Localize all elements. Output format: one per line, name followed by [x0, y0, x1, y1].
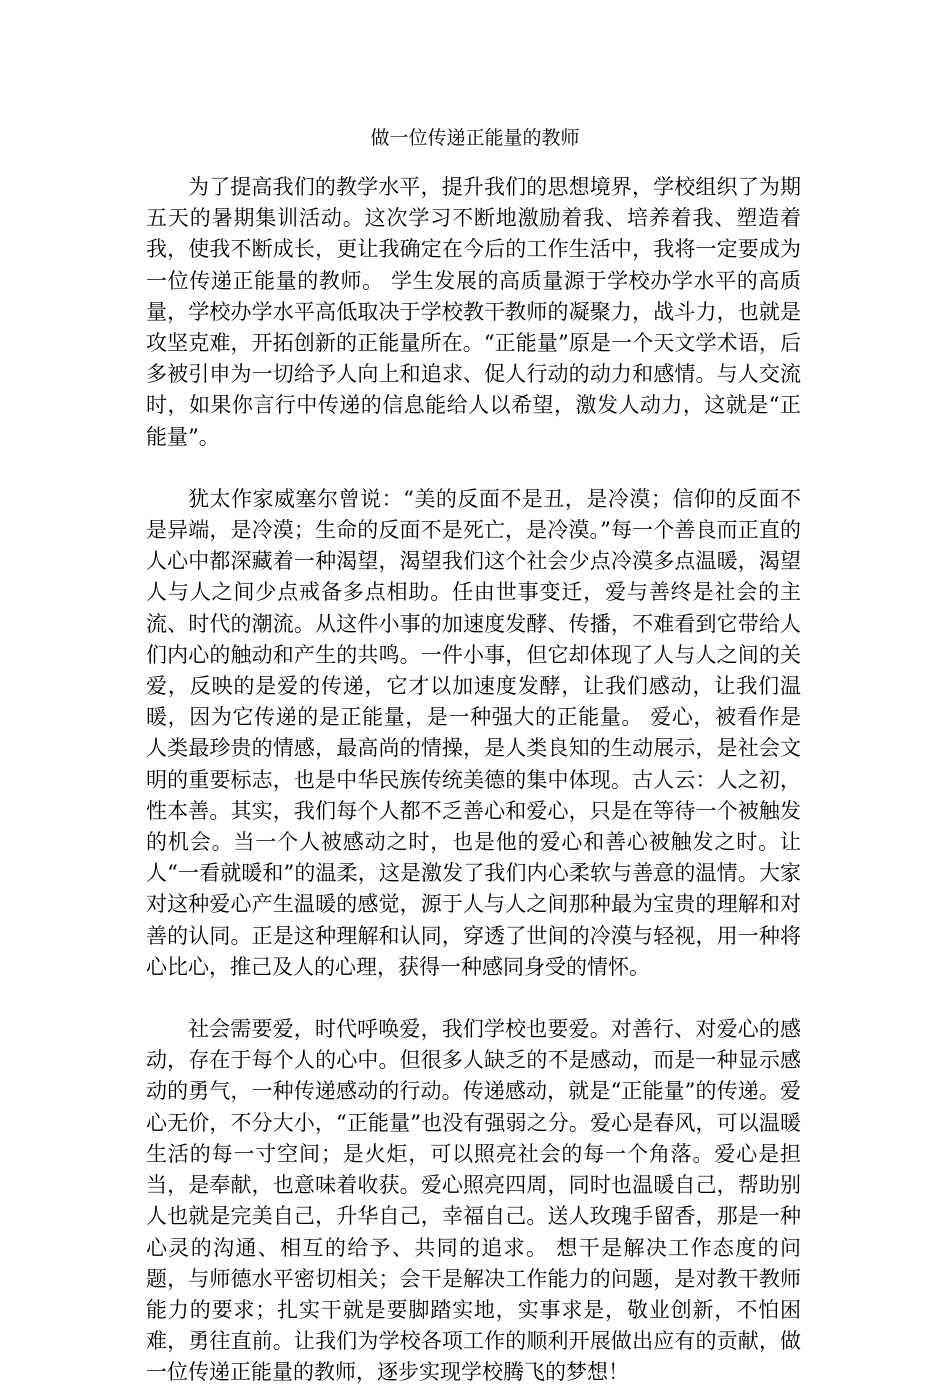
- paragraph-1: 为了提高我们的教学水平，提升我们的思想境界，学校组织了为期五天的暑期集训活动。这次学习不断地激励着我、培养着我、塑造着我，使我不断成长，更让我确定在今后的工作生活中，我将一定要成为一位传递正能量的教师。 学生发展的高质量源于学校办学水平的高质量，学校办学水平高低取决于学校教干教师的凝聚力，战斗力，也就是攻坚克难，开拓创新的正能量所在。“正能量”原是一个天文学术语，后多被引申为一切给予人向上和追求、促人行动的动力和感情。与人交流时，如果你言行中传递的信息能给人以希望，激发人动力，这就是“正能量”。: [146, 175, 801, 449]
- document-title: 做一位传递正能量的教师: [370, 127, 580, 149]
- document-body: [146, 172, 801, 1389]
- paragraph-3: 社会需要爱，时代呼唤爱，我们学校也要爱。对善行、对爱心的感动，存在于每个人的心中。但很多人缺乏的不是感动，而是一种显示感动的勇气，一种传递感动的行动。传递感动，就是“正能量”的传递。爱心无价，不分大小，“正能量”也没有强弱之分。爱心是春风，可以温暖生活的每一寸空间；是火炬，可以照亮社会的每一个角落。爱心是担当，是奉献，也意味着收获。爱心照亮四周，同时也温暖自己，帮助别人也就是完美自己，升华自己，幸福自己。送人玫瑰手留香，那是一种心灵的沟通、相互的给予、共同的追求。 想干是解决工作态度的问题，与师德水平密切相关；会干是解决工作能力的问题，是对教干教师能力的要求；扎实干就是要脚踏实地，实事求是，敬业创新，不怕困难，勇往直前。让我们为学校各项工作的顺利开展做出应有的贡献，做一位传递正能量的教师，逐步实现学校腾飞的梦想！: [146, 1017, 801, 1385]
- paragraph-2: 犹太作家威塞尔曾说：“美的反面不是丑，是冷漠；信仰的反面不是异端，是冷漠；生命的反面不是死亡，是冷漠。”每一个善良而正直的人心中都深藏着一种渴望，渴望我们这个社会少点冷漠多点温暖，渴望人与人之间少点戒备多点相助。任由世事变迁，爱与善终是社会的主流、时代的潮流。从这件小事的加速度发酵、传播，不难看到它带给人们内心的触动和产生的共鸣。一件小事，但它却体现了人与人之间的关爱，反映的是爱的传递，它才以加速度发酵，让我们感动，让我们温暖，因为它传递的是正能量，是一种强大的正能量。 爱心，被看作是人类最珍贵的情感，最高尚的情操，是人类良知的生动展示，是社会文明的重要标志，也是中华民族传统美德的集中体现。古人云：人之初，性本善。其实，我们每个人都不乏善心和爱心，只是在等待一个被触发的机会。当一个人被感动之时，也是他的爱心和善心被触发之时。让人“一看就暖和”的温柔，这是激发了我们内心柔软与善意的温情。大家对这种爱心产生温暖的感觉，源于人与人之间那种最为宝贵的理解和对善的认同。正是这种理解和认同，穿透了世间的冷漠与轻视，用一种将心比心，推己及人的心理，获得一种感同身受的情怀。: [146, 486, 801, 979]
